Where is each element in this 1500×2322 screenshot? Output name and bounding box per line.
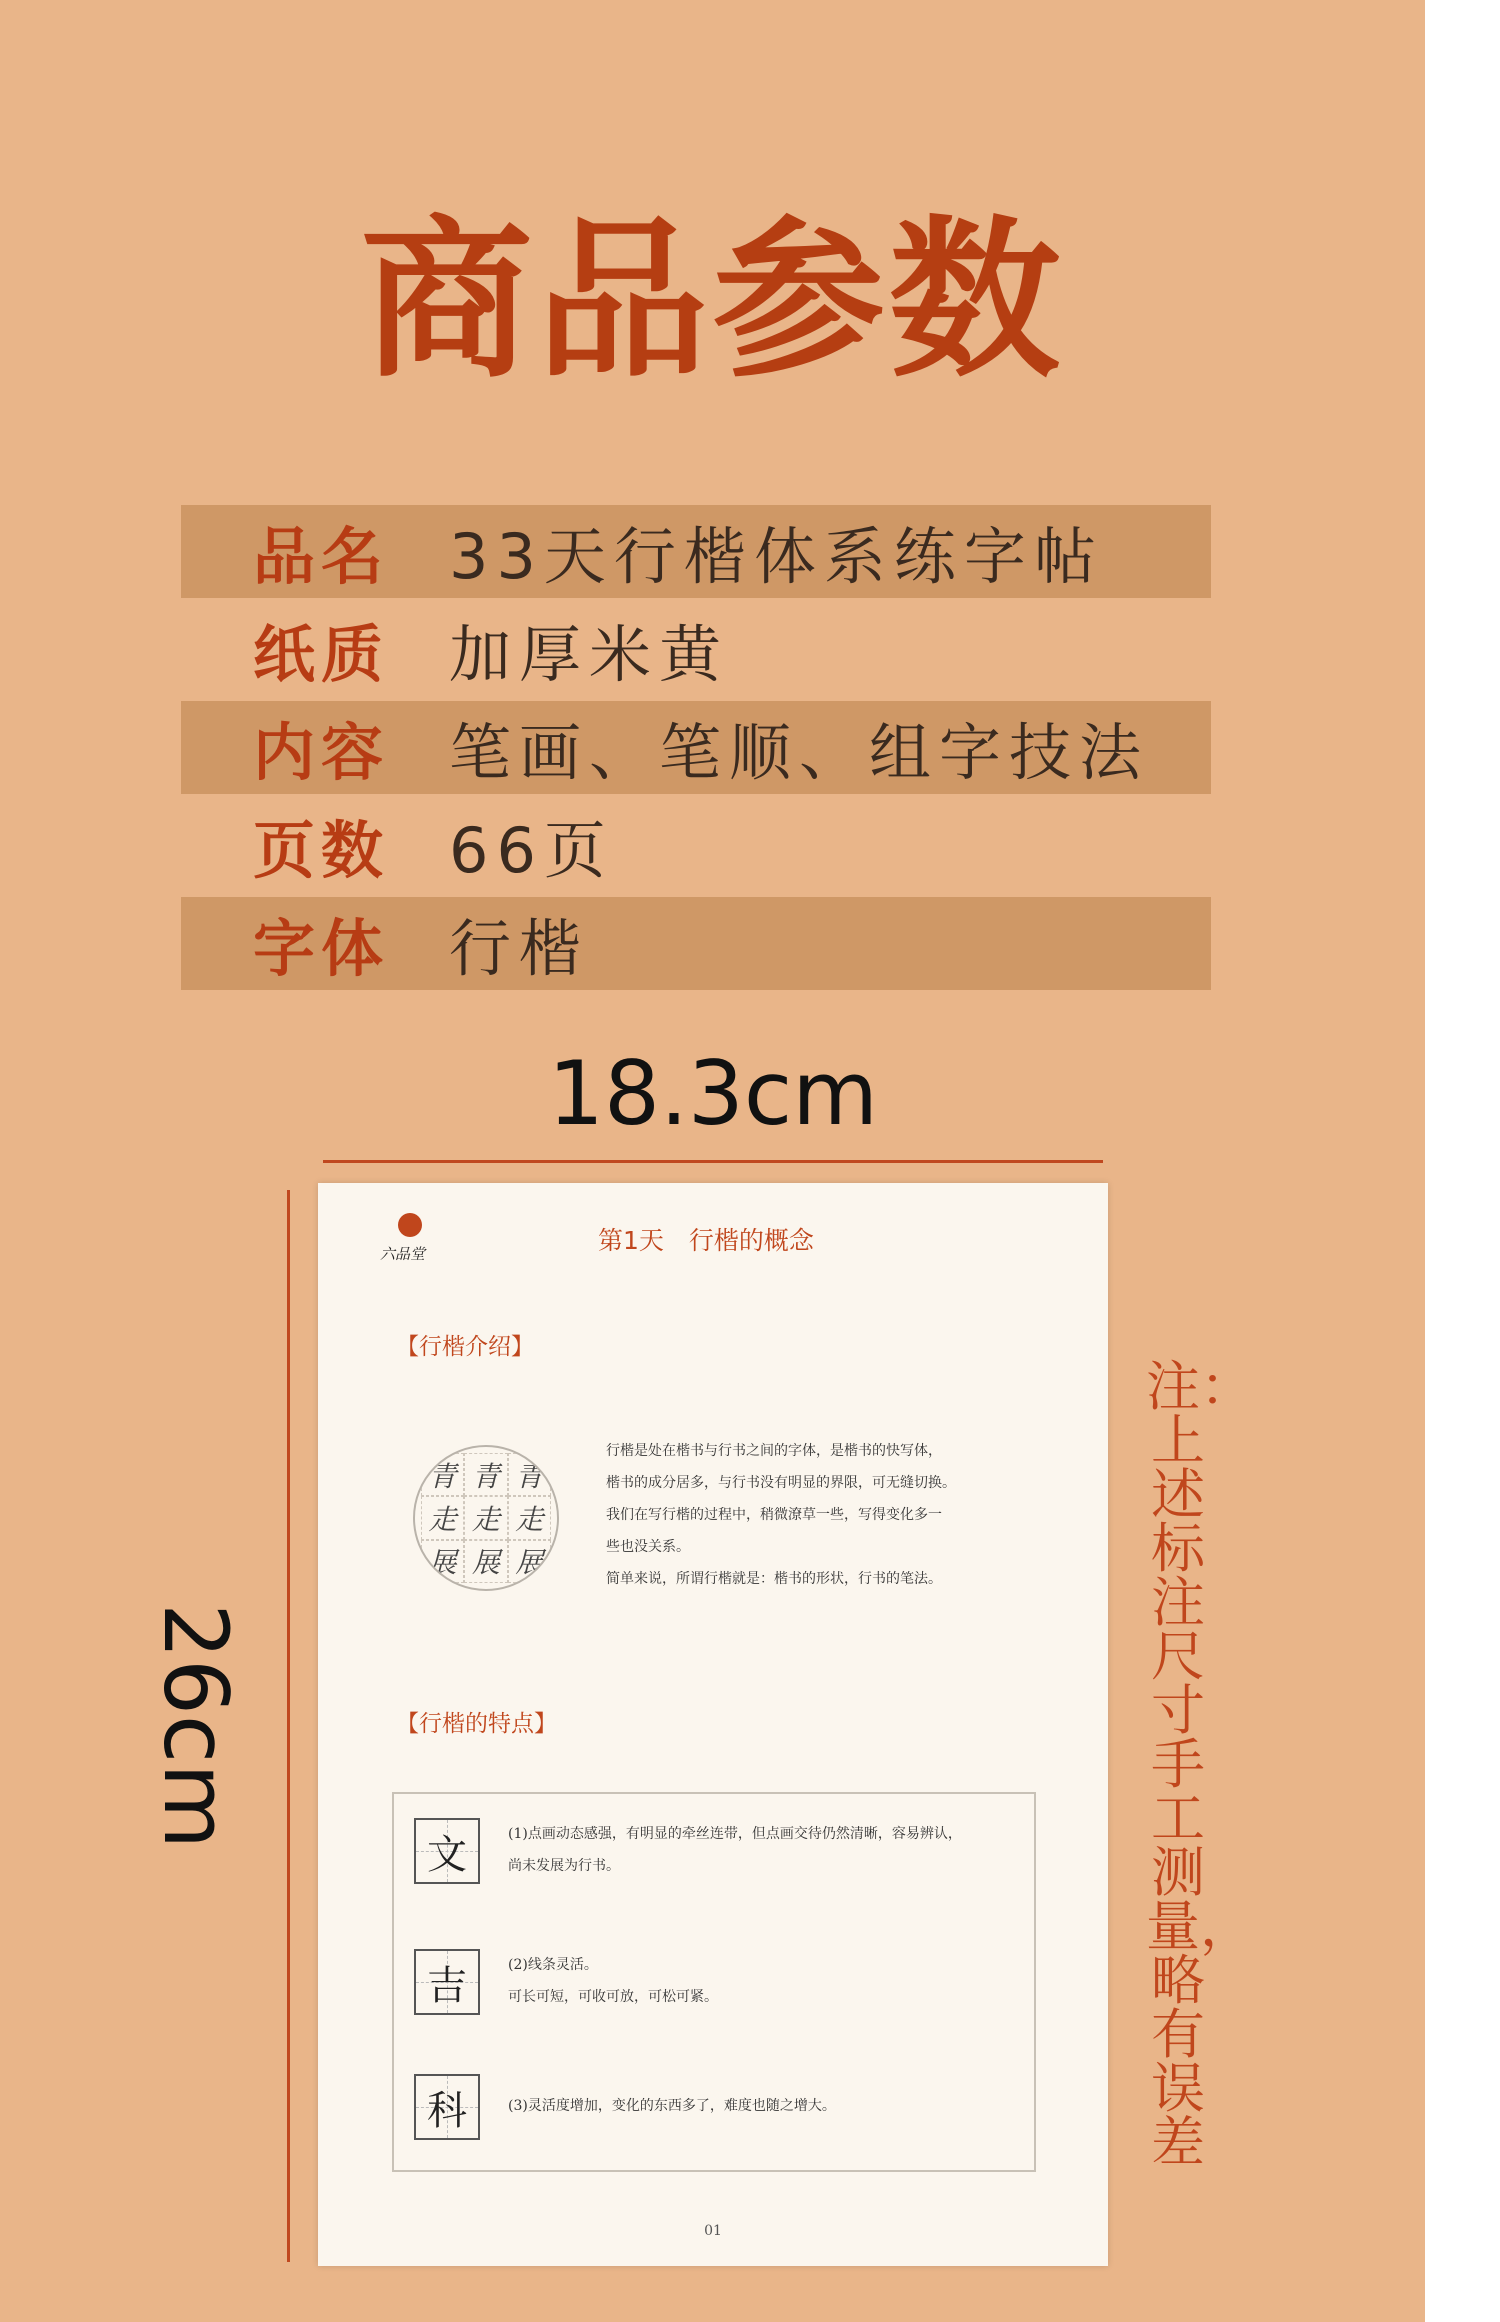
param-value: 33天行楷体系练字帖 bbox=[449, 520, 1104, 593]
height-dimension-label: 26cm bbox=[144, 1602, 247, 1850]
feature-line: 可长可短，可收可放，可松可紧。 bbox=[508, 1989, 718, 2005]
seal-icon bbox=[398, 1213, 422, 1237]
intro-line: 些也没关系。 bbox=[606, 1539, 690, 1555]
demo-char: 展 bbox=[421, 1540, 464, 1583]
feature-char-box bbox=[414, 1949, 480, 2015]
demo-char: 走 bbox=[508, 1496, 551, 1539]
demo-char: 走 bbox=[421, 1496, 464, 1539]
param-value: 行楷 bbox=[449, 912, 590, 985]
demo-char: 青 bbox=[421, 1453, 464, 1496]
feature-item bbox=[414, 1949, 1008, 2015]
intro-line: 简单来说，所谓行楷就是：楷书的形状，行书的笔法。 bbox=[606, 1571, 942, 1587]
feature-text bbox=[508, 1818, 1008, 1884]
demo-char: 展 bbox=[464, 1540, 507, 1583]
feature-char: 科 bbox=[427, 2087, 467, 2134]
feature-line: (3)灵活度增加，变化的东西多了，难度也随之增大。 bbox=[508, 2098, 836, 2114]
feature-char: 文 bbox=[427, 1831, 467, 1878]
param-label: 字体 bbox=[253, 912, 390, 985]
demo-char: 走 bbox=[464, 1496, 507, 1539]
page-title: 商品参数 bbox=[360, 200, 1065, 401]
param-label: 品名 bbox=[253, 520, 390, 593]
character-grid-icon bbox=[413, 1445, 559, 1591]
feature-text bbox=[508, 2074, 1008, 2140]
param-row-pages bbox=[181, 799, 1211, 892]
feature-text bbox=[508, 1949, 1008, 2015]
param-label: 内容 bbox=[253, 716, 390, 789]
param-value: 66页 bbox=[449, 814, 614, 887]
sample-page-image bbox=[318, 1183, 1108, 2266]
param-row-content bbox=[181, 701, 1211, 794]
param-row-font bbox=[181, 897, 1211, 990]
brand-logo bbox=[380, 1213, 440, 1273]
feature-char: 吉 bbox=[427, 1962, 467, 2009]
feature-item bbox=[414, 2074, 1008, 2140]
feature-line: (2)线条灵活。 bbox=[508, 1957, 598, 1973]
param-label: 纸质 bbox=[253, 618, 390, 691]
feature-item bbox=[414, 1818, 1008, 1884]
measurement-note: 注：上述标注尺寸手工测量，略有误差 bbox=[1146, 1355, 1254, 2174]
intro-line: 行楷是处在楷书与行书之间的字体，是楷书的快写体， bbox=[606, 1443, 942, 1459]
demo-char: 青 bbox=[508, 1453, 551, 1496]
intro-text bbox=[606, 1435, 976, 1595]
param-row-name bbox=[181, 505, 1211, 598]
width-dimension-label: 18.3cm bbox=[547, 1042, 879, 1145]
param-row-paper bbox=[181, 603, 1211, 696]
intro-heading: 【行楷介绍】 bbox=[396, 1334, 534, 1360]
param-label: 页数 bbox=[253, 814, 390, 887]
feature-char-box bbox=[414, 1818, 480, 1884]
intro-line: 我们在写行楷的过程中，稍微潦草一些，写得变化多一 bbox=[606, 1507, 942, 1523]
sample-page-title: 第1天 行楷的概念 bbox=[598, 1226, 814, 1255]
params-table bbox=[181, 505, 1211, 995]
feature-line: 尚未发展为行书。 bbox=[508, 1858, 620, 1874]
param-value: 加厚米黄 bbox=[449, 618, 730, 691]
param-value: 笔画、笔顺、组字技法 bbox=[449, 716, 1150, 789]
logo-text: 六品堂 bbox=[380, 1245, 426, 1263]
feature-line: (1)点画动态感强，有明显的牵丝连带，但点画交待仍然清晰，容易辨认， bbox=[508, 1826, 962, 1842]
features-heading: 【行楷的特点】 bbox=[396, 1711, 557, 1737]
intro-line: 楷书的成分居多，与行书没有明显的界限，可无缝切换。 bbox=[606, 1475, 956, 1491]
page-number: 01 bbox=[704, 2223, 722, 2239]
width-dimension-line bbox=[323, 1160, 1103, 1163]
features-box bbox=[392, 1792, 1036, 2172]
height-dimension-line bbox=[287, 1190, 290, 2262]
demo-char: 青 bbox=[464, 1453, 507, 1496]
feature-char-box bbox=[414, 2074, 480, 2140]
demo-char: 展 bbox=[508, 1540, 551, 1583]
